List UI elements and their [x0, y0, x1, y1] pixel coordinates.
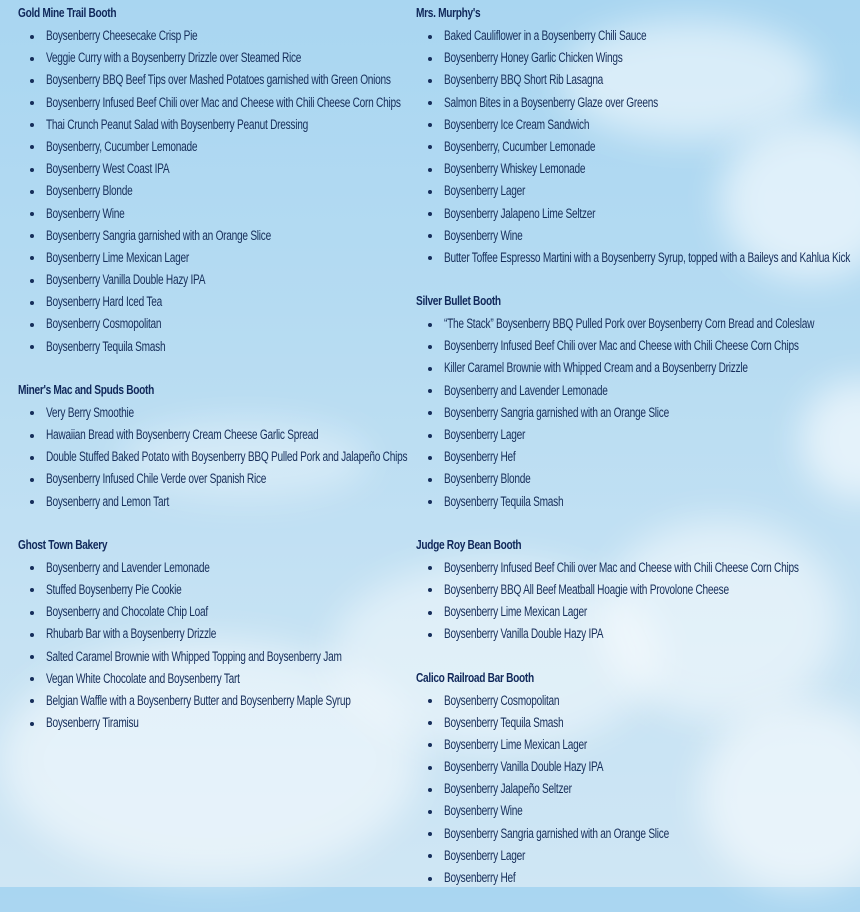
bullet-icon	[428, 145, 432, 149]
menu-item	[18, 446, 413, 468]
menu-item	[18, 25, 413, 47]
menu-item	[416, 800, 860, 822]
bullet-icon	[30, 168, 34, 172]
menu-item-label: Boysenberry Sangria garnished with an Orange Slice	[444, 404, 669, 420]
menu-item-label: Boysenberry Tiramisu	[46, 715, 139, 731]
left-menu-column	[18, 4, 413, 757]
booth-heading: Miner's Mac and Spuds Booth	[18, 381, 154, 397]
menu-item	[416, 579, 860, 601]
bullet-icon	[428, 79, 432, 83]
menu-item-list	[18, 402, 413, 513]
menu-item-label: Boysenberry and Lavender Lemonade	[444, 382, 608, 398]
menu-item-label: Boysenberry Lager	[444, 847, 526, 863]
menu-item-list	[416, 25, 860, 269]
bullet-icon	[428, 611, 432, 615]
menu-item	[416, 601, 860, 623]
menu-item	[18, 336, 413, 358]
menu-item-label: Boysenberry and Lavender Lemonade	[46, 559, 210, 575]
menu-item-label: Belgian Waffle with a Boysenberry Butter and Boysenberry Maple Syrup	[46, 692, 351, 708]
menu-item-label: Boysenberry Tequila Smash	[444, 493, 564, 509]
bullet-icon	[428, 810, 432, 814]
bullet-icon	[30, 123, 34, 127]
menu-item	[416, 380, 860, 402]
menu-item	[416, 845, 860, 867]
bullet-icon	[30, 190, 34, 194]
bullet-icon	[428, 234, 432, 238]
menu-item-label: Boysenberry Cheesecake Crisp Pie	[46, 28, 198, 43]
menu-item	[416, 557, 860, 579]
menu-item-label: Boysenberry Blonde	[444, 471, 531, 487]
menu-item	[416, 114, 860, 136]
menu-item-label: Boysenberry Vanilla Double Hazy IPA	[46, 272, 206, 288]
menu-item	[416, 712, 860, 734]
menu-item	[18, 158, 413, 180]
bullet-icon	[30, 434, 34, 438]
menu-item-label: Boysenberry Cosmopolitan	[46, 316, 162, 332]
bullet-icon	[30, 655, 34, 659]
menu-item-label: Rhubarb Bar with a Boysenberry Drizzle	[46, 626, 217, 642]
bullet-icon	[30, 279, 34, 283]
bullet-icon	[30, 699, 34, 703]
menu-item-label: Boysenberry Hef	[444, 449, 516, 465]
menu-item	[416, 623, 860, 645]
menu-item	[18, 601, 413, 623]
menu-item	[416, 158, 860, 180]
menu-item-label: Boysenberry BBQ All Beef Meatball Hoagie with Provolone Cheese	[444, 581, 729, 597]
bullet-icon	[30, 478, 34, 482]
menu-item	[18, 225, 413, 247]
menu-item	[416, 247, 860, 269]
menu-item-label: Boysenberry Whiskey Lemonade	[444, 161, 586, 177]
menu-item	[18, 491, 413, 513]
menu-item	[18, 402, 413, 424]
menu-item-label: Boysenberry Hef	[444, 870, 516, 885]
bullet-icon	[428, 212, 432, 216]
bullet-icon	[428, 411, 432, 415]
menu-item	[416, 92, 860, 114]
bullet-icon	[30, 500, 34, 504]
booth-section-silver-bullet-booth	[416, 292, 860, 513]
bullet-icon	[428, 500, 432, 504]
menu-item	[416, 203, 860, 225]
bullet-icon	[428, 854, 432, 858]
menu-item-label: Vegan White Chocolate and Boysenberry Tart	[46, 670, 240, 686]
menu-item-label: Boysenberry Infused Beef Chili over Mac and Cheese with Chili Cheese Corn Chips	[444, 338, 799, 354]
menu-item-label: Boysenberry Blonde	[46, 183, 133, 199]
menu-item	[416, 313, 860, 335]
menu-item	[18, 557, 413, 579]
menu-item	[18, 468, 413, 490]
bullet-icon	[30, 456, 34, 460]
menu-item-label: Double Stuffed Baked Potato with Boysenberry BBQ Pulled Pork and Jalapeño Chips	[46, 449, 408, 465]
booth-heading: Gold Mine Trail Booth	[18, 5, 117, 20]
menu-item-label: Boysenberry Jalapeno Lime Seltzer	[444, 205, 596, 221]
menu-item	[416, 47, 860, 69]
menu-item	[18, 424, 413, 446]
menu-item-list	[416, 313, 860, 513]
menu-item	[416, 180, 860, 202]
menu-item	[416, 402, 860, 424]
menu-item-label: Boysenberry BBQ Beef Tips over Mashed Potatoes garnished with Green Onions	[46, 72, 391, 88]
menu-item-label: Boysenberry Lager	[444, 427, 526, 442]
menu-item	[18, 646, 413, 668]
menu-item-list	[18, 25, 413, 358]
menu-item-label: Boysenberry Wine	[444, 803, 523, 819]
menu-item	[416, 357, 860, 379]
booth-heading: Judge Roy Bean Booth	[416, 536, 522, 552]
booth-section-ghost-town-bakery	[18, 536, 413, 735]
menu-item	[18, 203, 413, 225]
bullet-icon	[428, 478, 432, 482]
bullet-icon	[428, 456, 432, 460]
menu-item	[18, 623, 413, 645]
menu-item	[18, 712, 413, 734]
bullet-icon	[30, 323, 34, 327]
menu-item	[18, 291, 413, 313]
menu-item	[416, 335, 860, 357]
menu-item-label: Boysenberry West Coast IPA	[46, 161, 170, 177]
menu-item-label: Boysenberry Honey Garlic Chicken Wings	[444, 50, 623, 66]
bullet-icon	[428, 743, 432, 747]
bullet-icon	[30, 588, 34, 592]
menu-item	[416, 136, 860, 158]
menu-item	[416, 778, 860, 800]
bullet-icon	[30, 57, 34, 61]
booth-heading: Calico Railroad Bar Booth	[416, 669, 534, 685]
menu-item-label: Boysenberry Infused Beef Chili over Mac and Cheese with Chili Cheese Corn Chips	[46, 94, 401, 110]
bullet-icon	[30, 566, 34, 570]
bullet-icon	[30, 234, 34, 238]
menu-item-label: Boysenberry Vanilla Double Hazy IPA	[444, 759, 604, 775]
menu-item-label: Boysenberry Sangria garnished with an Orange Slice	[46, 227, 271, 243]
bullet-icon	[428, 788, 432, 792]
menu-item-label: Boysenberry Infused Beef Chili over Mac and Cheese with Chili Cheese Corn Chips	[444, 559, 799, 575]
menu-item	[416, 424, 860, 446]
right-menu-column	[416, 4, 860, 912]
bullet-icon	[428, 35, 432, 39]
menu-item-label: Boysenberry Lager	[444, 183, 526, 199]
bullet-icon	[428, 566, 432, 570]
bullet-icon	[428, 389, 432, 393]
bullet-icon	[428, 877, 432, 881]
menu-item	[416, 734, 860, 756]
bullet-icon	[428, 633, 432, 637]
menu-item-label: Boysenberry Wine	[46, 205, 125, 221]
bullet-icon	[428, 367, 432, 371]
menu-item-label: Boysenberry and Lemon Tart	[46, 493, 170, 509]
bullet-icon	[30, 256, 34, 260]
menu-item	[416, 468, 860, 490]
menu-item	[416, 25, 860, 47]
booth-section-gold-mine-trail-booth	[18, 4, 413, 358]
menu-item	[416, 491, 860, 513]
menu-item-label: Boysenberry Lime Mexican Lager	[46, 249, 189, 265]
bullet-icon	[428, 323, 432, 327]
bullet-icon	[30, 79, 34, 83]
bullet-icon	[30, 677, 34, 681]
menu-item	[18, 313, 413, 335]
booth-heading: Ghost Town Bakery	[18, 536, 108, 552]
booth-heading: Silver Bullet Booth	[416, 293, 501, 309]
menu-item-label: Boysenberry Lime Mexican Lager	[444, 604, 587, 620]
bullet-icon	[428, 168, 432, 172]
menu-item-label: Stuffed Boysenberry Pie Cookie	[46, 581, 182, 597]
bullet-icon	[30, 145, 34, 149]
menu-item	[416, 225, 860, 247]
bullet-icon	[428, 256, 432, 260]
menu-item	[416, 690, 860, 712]
bullet-icon	[428, 101, 432, 105]
menu-item	[18, 92, 413, 114]
bullet-icon	[428, 832, 432, 836]
menu-item-list	[416, 690, 860, 890]
bullet-icon	[428, 699, 432, 703]
menu-item-label: Salted Caramel Brownie with Whipped Topping and Boysenberry Jam	[46, 648, 342, 664]
bullet-icon	[428, 766, 432, 770]
menu-item-label: Hawaiian Bread with Boysenberry Cream Cheese Garlic Spread	[46, 427, 319, 442]
menu-item	[18, 114, 413, 136]
menu-item-label: Boysenberry Tequila Smash	[46, 338, 166, 354]
bullet-icon	[30, 722, 34, 726]
menu-item	[18, 69, 413, 91]
menu-item-label: Killer Caramel Brownie with Whipped Cream and a Boysenberry Drizzle	[444, 360, 748, 376]
menu-item	[18, 269, 413, 291]
menu-item-label: Boysenberry, Cucumber Lemonade	[444, 138, 596, 154]
menu-item-label: Boysenberry Lime Mexican Lager	[444, 736, 587, 752]
bullet-icon	[428, 123, 432, 127]
menu-item	[416, 446, 860, 468]
menu-item	[18, 579, 413, 601]
menu-item-label: Boysenberry Cosmopolitan	[444, 692, 560, 708]
bullet-icon	[428, 190, 432, 194]
menu-item-label: Salmon Bites in a Boysenberry Glaze over Greens	[444, 94, 658, 110]
menu-item	[416, 69, 860, 91]
menu-item	[18, 180, 413, 202]
menu-item	[18, 247, 413, 269]
bullet-icon	[428, 434, 432, 438]
menu-item-label: Butter Toffee Espresso Martini with a Boysenberry Syrup, topped with a Baileys and Kahlua Kick	[444, 249, 851, 265]
menu-item	[416, 823, 860, 845]
menu-item-list	[416, 557, 860, 646]
bullet-icon	[30, 345, 34, 349]
menu-item-label: Baked Cauliflower in a Boysenberry Chili Sauce	[444, 28, 647, 43]
booth-heading: Mrs. Murphy's	[416, 5, 481, 20]
bullet-icon	[30, 301, 34, 305]
menu-item	[18, 136, 413, 158]
booth-section-judge-roy-bean-booth	[416, 536, 860, 646]
bullet-icon	[428, 588, 432, 592]
menu-item-label: Boysenberry and Chocolate Chip Loaf	[46, 604, 208, 620]
menu-item	[416, 756, 860, 778]
menu-item-label: Boysenberry Vanilla Double Hazy IPA	[444, 626, 604, 642]
menu-item-label: Boysenberry Infused Chile Verde over Spanish Rice	[46, 471, 267, 487]
bullet-icon	[30, 101, 34, 105]
menu-item-label: Boysenberry BBQ Short Rib Lasagna	[444, 72, 604, 88]
bullet-icon	[30, 35, 34, 39]
menu-item-label: Boysenberry Ice Cream Sandwich	[444, 116, 590, 132]
menu-item	[18, 668, 413, 690]
bullet-icon	[428, 57, 432, 61]
menu-item-label: Boysenberry, Cucumber Lemonade	[46, 138, 198, 154]
booth-section-miner-s-mac-and-spuds-booth	[18, 381, 413, 513]
menu-item-label: Boysenberry Tequila Smash	[444, 714, 564, 730]
menu-item-label: Boysenberry Hard Iced Tea	[46, 294, 162, 310]
booth-section-mrs-murphy-s	[416, 4, 860, 269]
bullet-icon	[30, 633, 34, 637]
menu-item-label: Boysenberry Sangria garnished with an Orange Slice	[444, 825, 669, 841]
bullet-icon	[30, 611, 34, 615]
menu-item	[18, 690, 413, 712]
bullet-icon	[30, 212, 34, 216]
menu-item	[416, 867, 860, 889]
bullet-icon	[428, 345, 432, 349]
menu-item-label: Boysenberry Jalapeño Seltzer	[444, 781, 572, 797]
menu-item-label: Very Berry Smoothie	[46, 404, 134, 420]
menu-item-label: Veggie Curry with a Boysenberry Drizzle over Steamed Rice	[46, 50, 302, 66]
menu-item	[18, 47, 413, 69]
booth-section-calico-railroad-bar-booth	[416, 669, 860, 890]
menu-item-label: Boysenberry Wine	[444, 227, 523, 243]
bullet-icon	[30, 411, 34, 415]
menu-item-list	[18, 557, 413, 735]
menu-item-label: “The Stack” Boysenberry BBQ Pulled Pork over Boysenberry Corn Bread and Coleslaw	[444, 316, 815, 332]
bullet-icon	[428, 721, 432, 725]
menu-item-label: Thai Crunch Peanut Salad with Boysenberry Peanut Dressing	[46, 116, 308, 132]
